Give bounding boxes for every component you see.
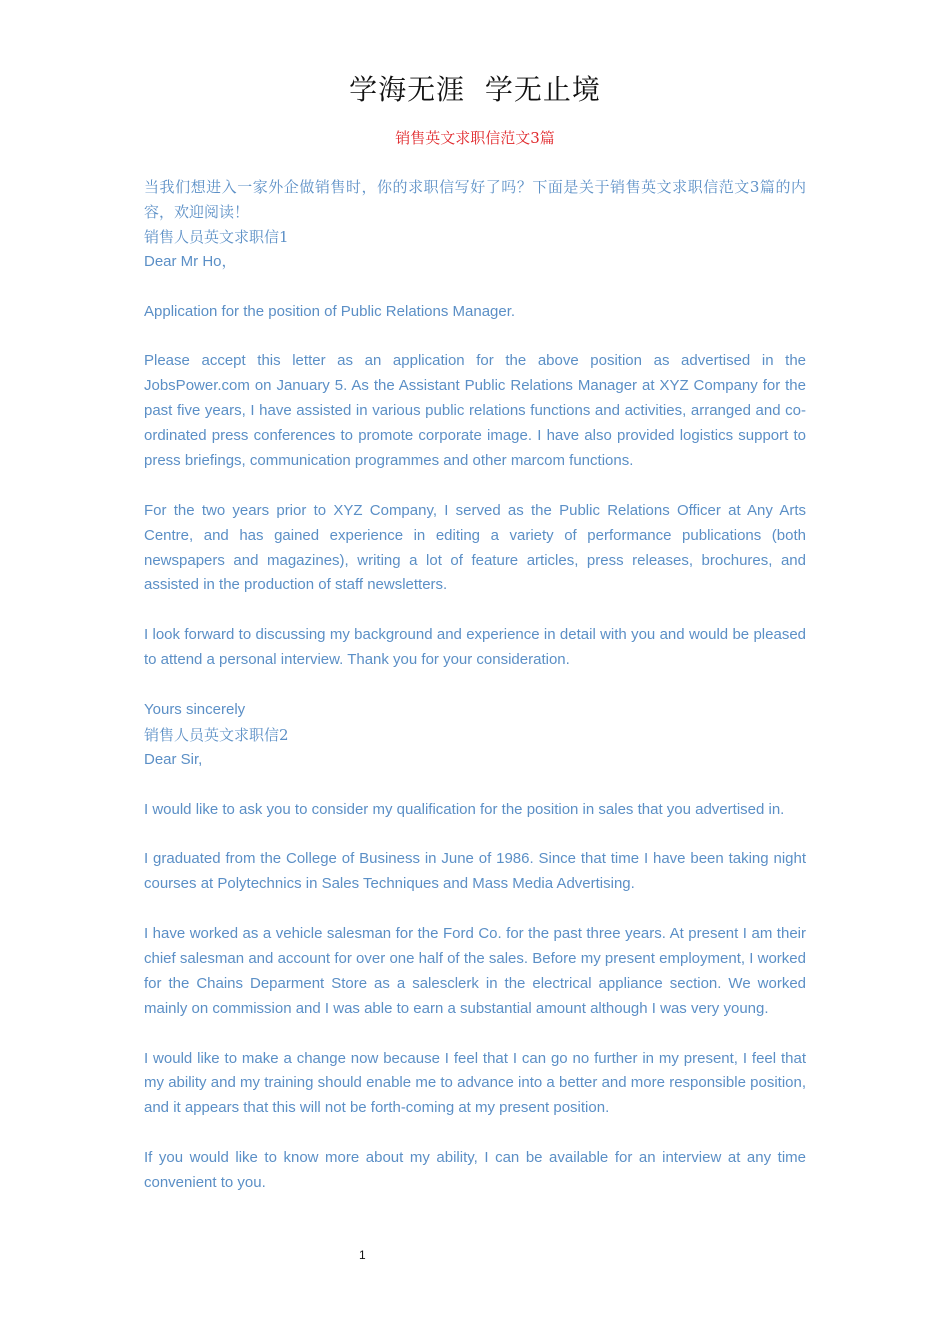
letter2-paragraph-4: I would like to make a change now because I feel that I can go no further in my present, I feel that my ability and my training should enable me to advance into a better and more responsible position, and it appears that this will not be forth-coming at my present position. — [144, 1049, 806, 1117]
letter2-paragraph-2: I graduated from the College of Business in June of 1986. Since that time I have been taking night courses at Polytechnics in Sales Techniques and Mass Media Advertising. — [144, 850, 806, 893]
intro-paragraph: 当我们想进入一家外企做销售时，你的求职信写好了吗？下面是关于销售英文求职信范文3篇的内容，欢迎阅读！ — [144, 178, 806, 221]
paragraph-spacer — [144, 822, 806, 847]
paragraph-spacer — [144, 773, 806, 798]
letter1-subject: Application for the position of Public Relations Manager. — [144, 302, 516, 320]
letter2-paragraph-3: I have worked as a vehicle salesman for the Ford Co. for the past three years. At present I am their chief salesman and account for over one half of the sales. Before my present employment, I worked for the Chains Deparment Store as a salesclerk in the electrical appliance section. We worked mainly on commission and I was able to earn a substantial amount although I was very young. — [144, 925, 806, 1017]
letter1-salutation: Dear Mr Ho， — [144, 252, 237, 270]
letter2-paragraph-5: If you would like to know more about my ability, I can be available for an interview at any time convenient to you. — [144, 1149, 806, 1192]
letter1-heading: 销售人员英文求职信1 — [144, 227, 289, 246]
paragraph-spacer — [144, 275, 806, 300]
page-header-title: 学海无涯 学无止境 — [349, 73, 601, 106]
letter1-closing: Yours sincerely — [144, 700, 246, 718]
paragraph-spacer — [144, 598, 806, 623]
paragraph-spacer — [144, 1121, 806, 1146]
paragraph-spacer — [144, 1022, 806, 1047]
letter2-paragraph-1: I would like to ask you to consider my qualification for the position in sales that you advertised in. — [144, 800, 785, 818]
document-body — [144, 175, 806, 1196]
paragraph-spacer — [144, 474, 806, 499]
letter2-heading: 销售人员英文求职信2 — [144, 725, 289, 744]
letter1-paragraph-2: For the two years prior to XYZ Company, I served as the Public Relations Officer at Any Arts Centre, and has gained experience in editing a variety of performance publications (both newspapers and magazines), writing a lot of feature articles, press releases, brochures, and assisted in the production of staff newsletters. — [144, 501, 806, 594]
paragraph-spacer — [144, 324, 806, 349]
letter1-paragraph-3: I look forward to discussing my background and experience in detail with you and would be pleased to attend a personal interview. Thank you for your consideration. — [144, 626, 806, 669]
document-title: 销售英文求职信范文3篇 — [395, 129, 555, 147]
letter2-salutation: Dear Sir, — [144, 750, 203, 768]
paragraph-spacer — [144, 673, 806, 698]
page-number: 1 — [359, 1248, 366, 1262]
letter1-paragraph-1: Please accept this letter as an application for the above position as advertised in the JobsPower.com on January 5. As the Assistant Public Relations Manager at XYZ Company for the past five years, I have assisted in various public relations functions and activities, arranged and co-ordinated press conferences to promote corporate image. I have also provided logistics support to press briefings, communication programmes and other marcom functions. — [144, 352, 806, 469]
paragraph-spacer — [144, 897, 806, 922]
